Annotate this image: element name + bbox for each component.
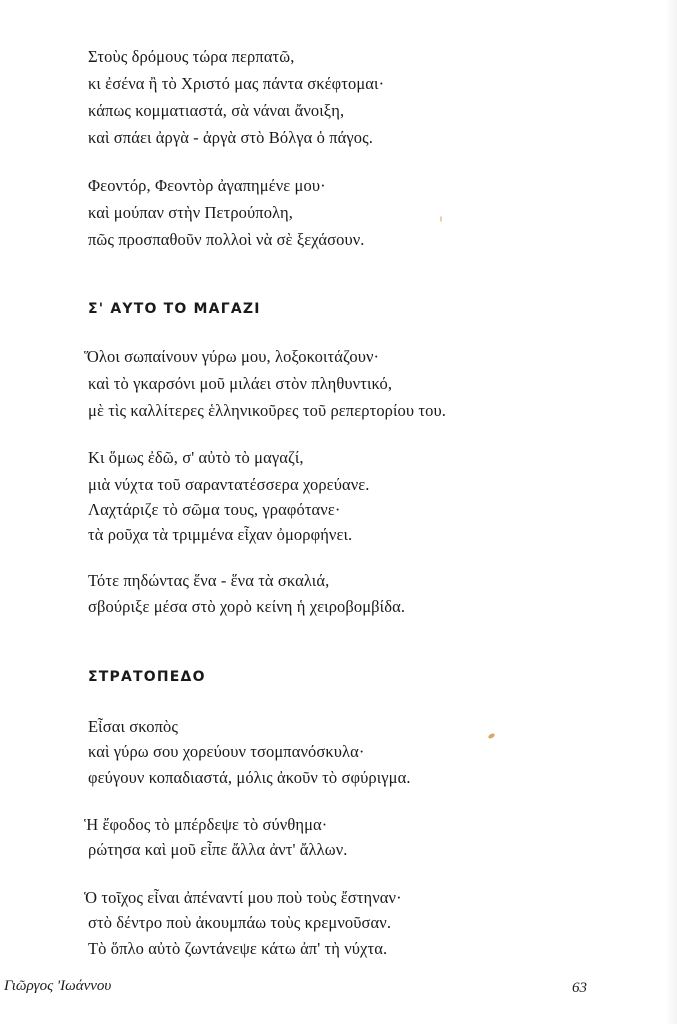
poem-line: μὲ τὶς καλλίτερες ἑλληνικοῦρες τοῦ ρεπερτορίου του. bbox=[88, 401, 446, 420]
poem-line: καὶ γύρω σου χορεύουν τσομπανόσκυλα· bbox=[88, 742, 365, 761]
poem-line: Ὅλοι σωπαίνουν γύρω μου, λοξοκοιτάζουν· bbox=[84, 347, 380, 366]
poem-line: φεύγουν κοπαδιαστά, μόλις ἀκοῦν τὸ σφύριγμα. bbox=[88, 768, 411, 787]
poem-line: σβούριξε μέσα στὸ χορὸ κείνη ἡ χειροβομβίδα. bbox=[88, 597, 406, 616]
poem-line: Λαχτάριζε τὸ σῶμα τους, γραφότανε· bbox=[88, 500, 341, 519]
poem-line: Φεοντόρ, Φεοντὸρ ἀγαπημένε μου· bbox=[88, 176, 326, 195]
poem-line: στὸ δέντρο ποὺ ἀκουμπάω τοὺς κρεμνοῦσαν. bbox=[88, 913, 392, 932]
scan-speck bbox=[440, 216, 442, 222]
author-name: Γιῶργος 'Ιωάννου bbox=[4, 978, 112, 994]
poem-line: καὶ σπάει ἀργὰ - ἀργὰ στὸ Βόλγα ὁ πάγος. bbox=[88, 128, 374, 147]
poem-line: κι ἐσένα ἢ τὸ Χριστό μας πάντα σκέφτομαι· bbox=[88, 74, 385, 93]
poem-line: κάπως κομματιαστά, σὰ νάναι ἄνοιξη, bbox=[88, 101, 345, 120]
poem-line: μιὰ νύχτα τοῦ σαραντατέσσερα χορεύανε. bbox=[88, 475, 370, 494]
poem-line: Κι ὅμως ἐδῶ, σ' αὐτὸ τὸ μαγαζί, bbox=[88, 448, 304, 467]
scan-speck bbox=[487, 733, 495, 740]
poem-line: τὰ ροῦχα τὰ τριμμένα εἶχαν ὀμορφήνει. bbox=[88, 525, 353, 544]
poem-line: Εἶσαι σκοπὸς bbox=[88, 717, 179, 736]
poem-line: Ἡ ἔφοδος τὸ μπέρδεψε τὸ σύνθημα· bbox=[84, 815, 328, 834]
page-number: 63 bbox=[572, 980, 587, 996]
poem-line: Τότε πηδώντας ἕνα - ἕνα τὰ σκαλιά, bbox=[88, 571, 330, 590]
poem-line: καὶ μούπαν στὴν Πετρούπολη, bbox=[88, 203, 293, 222]
poem-line: πῶς προσπαθοῦν πολλοὶ νὰ σὲ ξεχάσουν. bbox=[88, 230, 365, 249]
poem-line: ρώτησα καὶ μοῦ εἶπε ἄλλα ἀντ' ἄλλων. bbox=[88, 840, 348, 859]
poem-line: Στοὺς δρόμους τώρα περπατῶ, bbox=[88, 47, 295, 66]
poem-title: Σ' ΑΥΤΟ ΤΟ ΜΑΓΑΖΙ bbox=[88, 301, 261, 317]
poem-title: ΣΤΡΑΤΟΠΕΔΟ bbox=[88, 669, 206, 685]
poem-line: Τὸ ὅπλο αὐτὸ ζωντάνεψε κάτω ἀπ' τὴ νύχτα. bbox=[88, 939, 388, 958]
page-edge-shadow bbox=[665, 0, 677, 1024]
poem-line: καὶ τὸ γκαρσόνι μοῦ μιλάει στὸν πληθυντικό, bbox=[88, 374, 393, 393]
poem-line: Ὁ τοῖχος εἶναι ἀπέναντί μου ποὺ τοὺς ἔστηναν· bbox=[84, 888, 402, 907]
